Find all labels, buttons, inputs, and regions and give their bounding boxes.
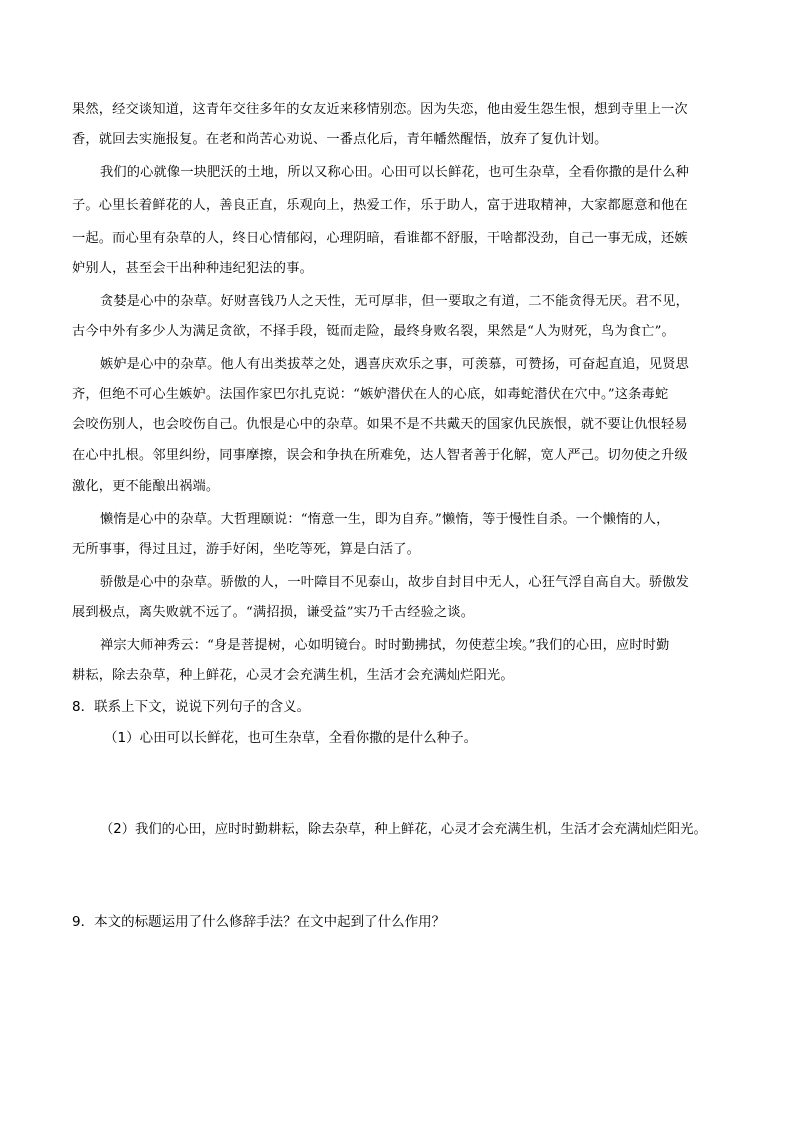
question-8-sub-2: （2）我们的心田，应时时勤耕耘，除去杂草，种上鲜花，心灵才会充满生机，生活才会充满灿烂阳光。 [100,822,707,837]
passage-line: 嫉妒是心中的杂草。他人有出类拔萃之处，遇喜庆欢乐之事，可羡慕，可赞扬，可奋起直追，见贤思 [100,357,690,372]
passage-line: 无所事事，得过且过，游手好闲，坐吃等死，算是白活了。 [72,542,421,557]
passage-line: 会咬伤别人，也会咬伤自己。仇恨是心中的杂草。如果不是不共戴天的国家仇民族恨，就不要让仇恨轻易 [72,417,688,432]
passage-line: 在心中扎根。邻里纠纷，同事摩擦，误会和争执在所难免，达人智者善于化解，宽人严己。切勿使之升级 [72,448,688,463]
passage-line: 古今中外有多少人为满足贪欲，不择手段，铤而走险，最终身败名裂，果然是“人为财死，鸟为食亡”。 [72,324,675,339]
question-8-sub-1: （1）心田可以长鲜花，也可生杂草，全看你撒的是什么种子。 [104,730,478,746]
passage-line: 妒别人，甚至会干出种种违纪犯法的事。 [72,261,313,276]
passage-line: 禅宗大师神秀云：“身是菩提树，心如明镜台。时时勤拂拭，勿使惹尘埃。”我们的心田，应时时勤 [100,638,670,653]
question-9-title: 9．本文的标题运用了什么修辞手法？在文中起到了什么作用？ [72,914,446,930]
passage-line: 骄傲是心中的杂草。骄傲的人，一叶障目不见泰山，故步自封目中无人，心狂气浮自高自大。骄傲发 [100,575,690,590]
passage-line: 耕耘，除去杂草，种上鲜花，心灵才会充满生机，生活才会充满灿烂阳光。 [72,668,514,683]
passage-line: 我们的心就像一块肥沃的土地，所以又称心田。心田可以长鲜花，也可生杂草，全看你撒的是什么种 [100,165,690,180]
passage-line: 香，就回去实施报复。在老和尚苦心劝说、一番点化后，青年幡然醒悟，放弃了复仇计划。 [72,132,608,147]
passage-line: 子。心里长着鲜花的人，善良正直，乐观向上，热爱工作，乐于助人，富于进取精神，大家都愿意和他在 [72,198,688,213]
passage-line: 懒惰是心中的杂草。大哲理颐说：“惰意一生，即为自弃。”懒惰，等于慢性自杀。一个懒惰的人， [100,512,670,527]
passage-line: 一起。而心里有杂草的人，终日心情郁闷，心理阴暗，看谁都不舒服，干啥都没劲，自己一事无成，还嫉 [72,231,688,246]
question-8-title: 8．联系上下文，说说下列句子的含义。 [72,699,311,715]
passage-line: 激化，更不能酿出祸端。 [72,479,220,494]
passage-line: 展到极点，离失败就不远了。“满招损，谦受益”实乃千古经验之谈。 [72,605,475,620]
passage-line: 贪婪是心中的杂草。好财喜钱乃人之天性，无可厚非，但一要取之有道，二不能贪得无厌。君不见， [100,294,690,309]
passage-line: 果然，经交谈知道，这青年交往多年的女友近来移情别恋。因为失恋，他由爱生怨生恨，想到寺里上一次 [72,102,688,117]
passage-line: 齐，但绝不可心生嫉妒。法国作家巴尔扎克说：“嫉妒潜伏在人的心底，如毒蛇潜伏在穴中。”这条毒蛇 [72,387,669,402]
